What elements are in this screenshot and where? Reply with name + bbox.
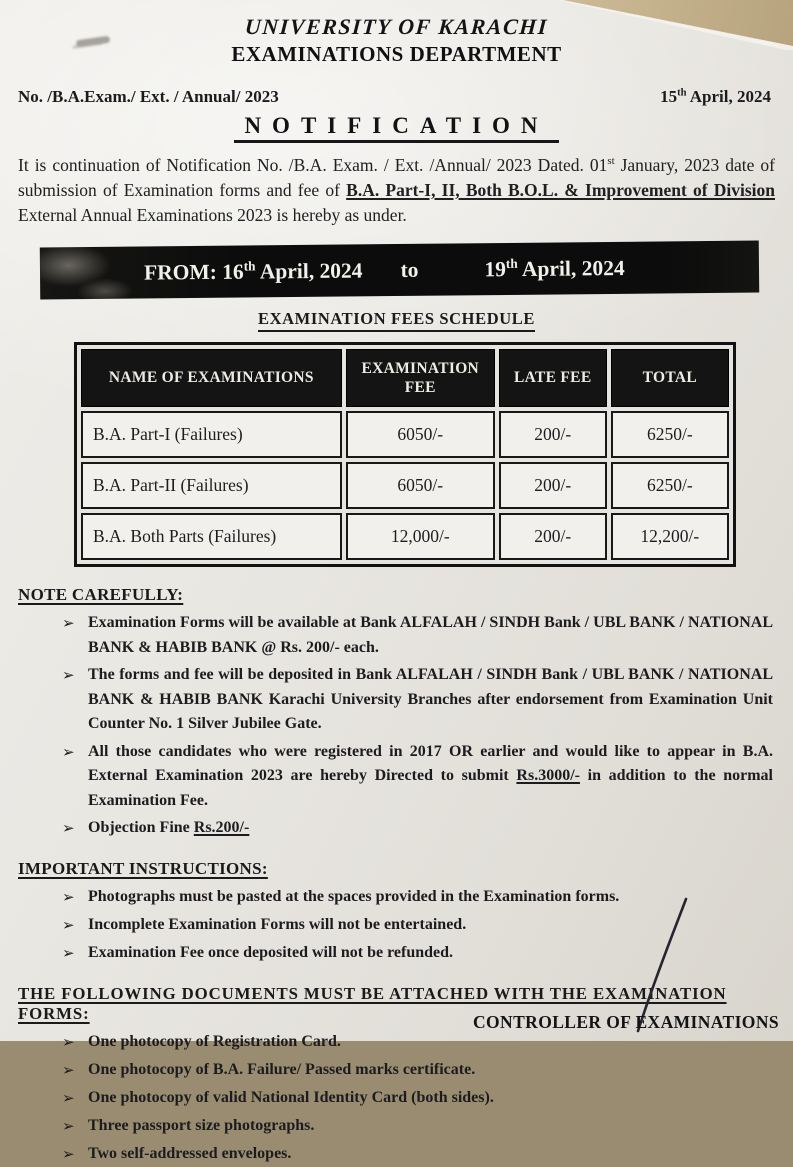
reference-number: No. /B.A.Exam./ Ext. / Annual/ 2023 bbox=[18, 87, 279, 107]
exam-names-emphasis: B.A. Part-I, II, Both B.O.L. & Improvement of Division bbox=[346, 180, 775, 200]
notification-heading: NOTIFICATION bbox=[234, 113, 558, 143]
header-examination-fee: EXAMINATION FEE bbox=[346, 349, 495, 408]
document-item-text: Two self-addressed envelopes. bbox=[88, 1142, 773, 1167]
list-item bbox=[62, 1058, 773, 1083]
ordinal-suffix: st bbox=[607, 155, 614, 167]
fees-schedule-title-wrap bbox=[0, 309, 793, 332]
important-instructions-heading: IMPORTANT INSTRUCTIONS: bbox=[18, 859, 793, 879]
note-carefully-heading: NOTE CAREFULLY: bbox=[18, 585, 793, 605]
arrow-bullet-icon: ➢ bbox=[62, 1086, 88, 1111]
note-item-text: Examination Forms will be available at Bank ALFALAH / SINDH Bank / UBL BANK / NATIONAL BANK & HABIB BANK @ Rs. 200/- each. bbox=[88, 611, 773, 660]
arrow-bullet-icon: ➢ bbox=[62, 1058, 88, 1083]
issue-date: 15th April, 2024 bbox=[660, 87, 771, 107]
late-fee-cell: 200/- bbox=[499, 411, 607, 458]
late-fee-cell: 200/- bbox=[499, 513, 607, 560]
document-item-text: One photocopy of valid National Identity Card (both sides). bbox=[88, 1086, 773, 1111]
ordinal-suffix: th bbox=[244, 258, 256, 273]
arrow-bullet-icon: ➢ bbox=[62, 1030, 88, 1055]
note-item-text: Objection Fine Rs.200/- bbox=[88, 816, 773, 841]
exam-name-cell: B.A. Both Parts (Failures) bbox=[81, 513, 342, 560]
exam-name-cell: B.A. Part-II (Failures) bbox=[81, 462, 342, 509]
list-item bbox=[62, 816, 773, 841]
arrow-bullet-icon: ➢ bbox=[62, 941, 88, 966]
exam-fee-cell: 6050/- bbox=[346, 411, 495, 458]
fees-table-header bbox=[81, 349, 729, 408]
list-item bbox=[62, 1086, 773, 1111]
document-item-text: One photocopy of Registration Card. bbox=[88, 1030, 773, 1055]
intro-text: External Annual Examinations 2023 is hereby as under. bbox=[18, 205, 407, 225]
arrow-bullet-icon: ➢ bbox=[62, 1114, 88, 1139]
department-title: EXAMINATIONS DEPARTMENT bbox=[0, 42, 793, 67]
arrow-bullet-icon: ➢ bbox=[62, 913, 88, 938]
arrow-bullet-icon: ➢ bbox=[62, 816, 88, 841]
signatory-title: CONTROLLER OF EXAMINATIONS bbox=[473, 1012, 779, 1033]
instruction-text: Incomplete Examination Forms will not be entertained. bbox=[88, 913, 773, 938]
late-fee-cell: 200/- bbox=[499, 462, 607, 509]
table-row bbox=[81, 462, 729, 509]
fees-schedule-title: EXAMINATION FEES SCHEDULE bbox=[258, 309, 535, 332]
university-title: UNIVERSITY OF KARACHI bbox=[244, 14, 549, 40]
instruction-text: Examination Fee once deposited will not be refunded. bbox=[88, 941, 773, 966]
header-name-of-examinations: NAME OF EXAMINATIONS bbox=[81, 349, 342, 408]
header-total: TOTAL bbox=[611, 349, 729, 408]
notification-heading-wrap bbox=[0, 113, 793, 143]
extra-fee-amount: Rs.3000/- bbox=[516, 767, 580, 784]
intro-paragraph bbox=[18, 153, 775, 228]
ordinal-suffix: th bbox=[506, 255, 518, 270]
list-item bbox=[62, 740, 773, 814]
document-item-text: One photocopy of B.A. Failure/ Passed marks certificate. bbox=[88, 1058, 773, 1083]
banner-to-date: 19th April, 2024 bbox=[484, 254, 625, 282]
reference-row bbox=[0, 87, 793, 107]
objection-fine-amount: Rs.200/- bbox=[194, 819, 250, 836]
list-item bbox=[62, 663, 773, 737]
ordinal-suffix: th bbox=[677, 87, 686, 98]
arrow-bullet-icon: ➢ bbox=[62, 740, 88, 814]
intro-text: January, 2023 date of submission of Examination forms and fee of bbox=[18, 155, 775, 200]
arrow-bullet-icon: ➢ bbox=[62, 1142, 88, 1167]
fees-table bbox=[74, 342, 736, 568]
note-item-text: The forms and fee will be deposited in Bank ALFALAH / SINDH Bank / UBL BANK / NATIONAL BANK & HABIB BANK Karachi University Branches after endorsement from Examination Unit Counter No. 1 Silver Jubilee Gate. bbox=[88, 663, 773, 737]
list-item bbox=[62, 1114, 773, 1139]
document-item-text: Three passport size photographs. bbox=[88, 1114, 773, 1139]
instruction-text: Photographs must be pasted at the spaces provided in the Examination forms. bbox=[88, 885, 773, 910]
header-late-fee: LATE FEE bbox=[499, 349, 607, 408]
exam-fee-cell: 6050/- bbox=[346, 462, 495, 509]
banner-connector: to bbox=[400, 257, 418, 282]
note-carefully-section bbox=[0, 585, 793, 841]
note-item-text: All those candidates who were registered in 2017 OR earlier and would like to appear in B.A. External Examination 2023 are hereby Directed to submit Rs.3000/- in addition to the normal Examination Fee. bbox=[88, 740, 773, 814]
banner-spacer bbox=[418, 269, 484, 270]
banner-from-date: FROM: 16th April, 2024 bbox=[144, 257, 363, 285]
arrow-bullet-icon: ➢ bbox=[62, 663, 88, 737]
list-item bbox=[62, 611, 773, 660]
exam-name-cell: B.A. Part-I (Failures) bbox=[81, 411, 342, 458]
table-row bbox=[81, 513, 729, 560]
arrow-bullet-icon: ➢ bbox=[62, 885, 88, 910]
list-item bbox=[62, 1142, 773, 1167]
total-cell: 12,200/- bbox=[611, 513, 729, 560]
exam-fee-cell: 12,000/- bbox=[346, 513, 495, 560]
date-range-banner bbox=[40, 240, 759, 299]
intro-text: It is continuation of Notification No. /B.A. Exam. / Ext. /Annual/ 2023 Dated. 01 bbox=[18, 155, 607, 175]
table-row bbox=[81, 411, 729, 458]
required-documents-heading: THE FOLLOWING DOCUMENTS MUST BE ATTACHED WITH THE EXAMINATION FORMS: bbox=[18, 984, 793, 1024]
total-cell: 6250/- bbox=[611, 411, 729, 458]
arrow-bullet-icon: ➢ bbox=[62, 611, 88, 660]
total-cell: 6250/- bbox=[611, 462, 729, 509]
